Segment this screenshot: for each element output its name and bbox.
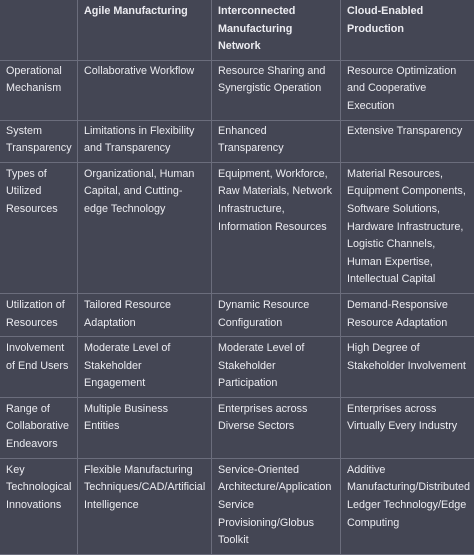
header-cell-interconnected-network: Interconnected Manufacturing Network bbox=[212, 0, 341, 60]
table-cell: Resource Sharing and Synergistic Operation bbox=[212, 60, 341, 120]
table-row bbox=[0, 162, 474, 293]
table-cell: Organizational, Human Capital, and Cutting-edge Technology bbox=[78, 162, 212, 293]
table-cell: Moderate Level of Stakeholder Participation bbox=[212, 337, 341, 398]
table-cell: Limitations in Flexibility and Transparency bbox=[78, 120, 212, 162]
row-label: Range of Collaborative Endeavors bbox=[0, 397, 78, 458]
table-cell: Equipment, Workforce, Raw Materials, Network Infrastructure, Information Resources bbox=[212, 162, 341, 293]
table-header-row bbox=[0, 0, 474, 60]
header-cell-empty bbox=[0, 0, 78, 60]
table-cell: Flexible Manufacturing Techniques/CAD/Artificial Intelligence bbox=[78, 458, 212, 554]
table-row bbox=[0, 60, 474, 120]
header-cell-cloud-enabled-production: Cloud-Enabled Production bbox=[341, 0, 474, 60]
row-label: Operational Mechanism bbox=[0, 60, 78, 120]
table-row bbox=[0, 397, 474, 458]
table-cell: High Degree of Stakeholder Involvement bbox=[341, 337, 474, 398]
table-cell: Demand-Responsive Resource Adaptation bbox=[341, 293, 474, 336]
table-row bbox=[0, 337, 474, 398]
row-label: Types of Utilized Resources bbox=[0, 162, 78, 293]
table-cell: Moderate Level of Stakeholder Engagement bbox=[78, 337, 212, 398]
header-cell-agile-manufacturing: Agile Manufacturing bbox=[78, 0, 212, 60]
table-cell: Service-Oriented Architecture/Application Service Provisioning/Globus Toolkit bbox=[212, 458, 341, 554]
row-label: Utilization of Resources bbox=[0, 293, 78, 336]
table-row bbox=[0, 458, 474, 554]
table-row bbox=[0, 293, 474, 336]
table-cell: Collaborative Workflow bbox=[78, 60, 212, 120]
table-cell: Resource Optimization and Cooperative Execution bbox=[341, 60, 474, 120]
table-row bbox=[0, 120, 474, 162]
row-label: System Transparency bbox=[0, 120, 78, 162]
table-cell: Enhanced Transparency bbox=[212, 120, 341, 162]
row-label: Involvement of End Users bbox=[0, 337, 78, 398]
table-cell: Tailored Resource Adaptation bbox=[78, 293, 212, 336]
table-cell: Additive Manufacturing/Distributed Ledger Technology/Edge Computing bbox=[341, 458, 474, 554]
table-cell: Extensive Transparency bbox=[341, 120, 474, 162]
table-cell: Enterprises across Virtually Every Industry bbox=[341, 397, 474, 458]
table-cell: Material Resources, Equipment Components, Software Solutions, Hardware Infrastructure, Logistic Channels, Human Expertise, Intellectual Capital bbox=[341, 162, 474, 293]
row-label: Key Technological Innovations bbox=[0, 458, 78, 554]
table-cell: Dynamic Resource Configuration bbox=[212, 293, 341, 336]
table-cell: Multiple Business Entities bbox=[78, 397, 212, 458]
table-cell: Enterprises across Diverse Sectors bbox=[212, 397, 341, 458]
